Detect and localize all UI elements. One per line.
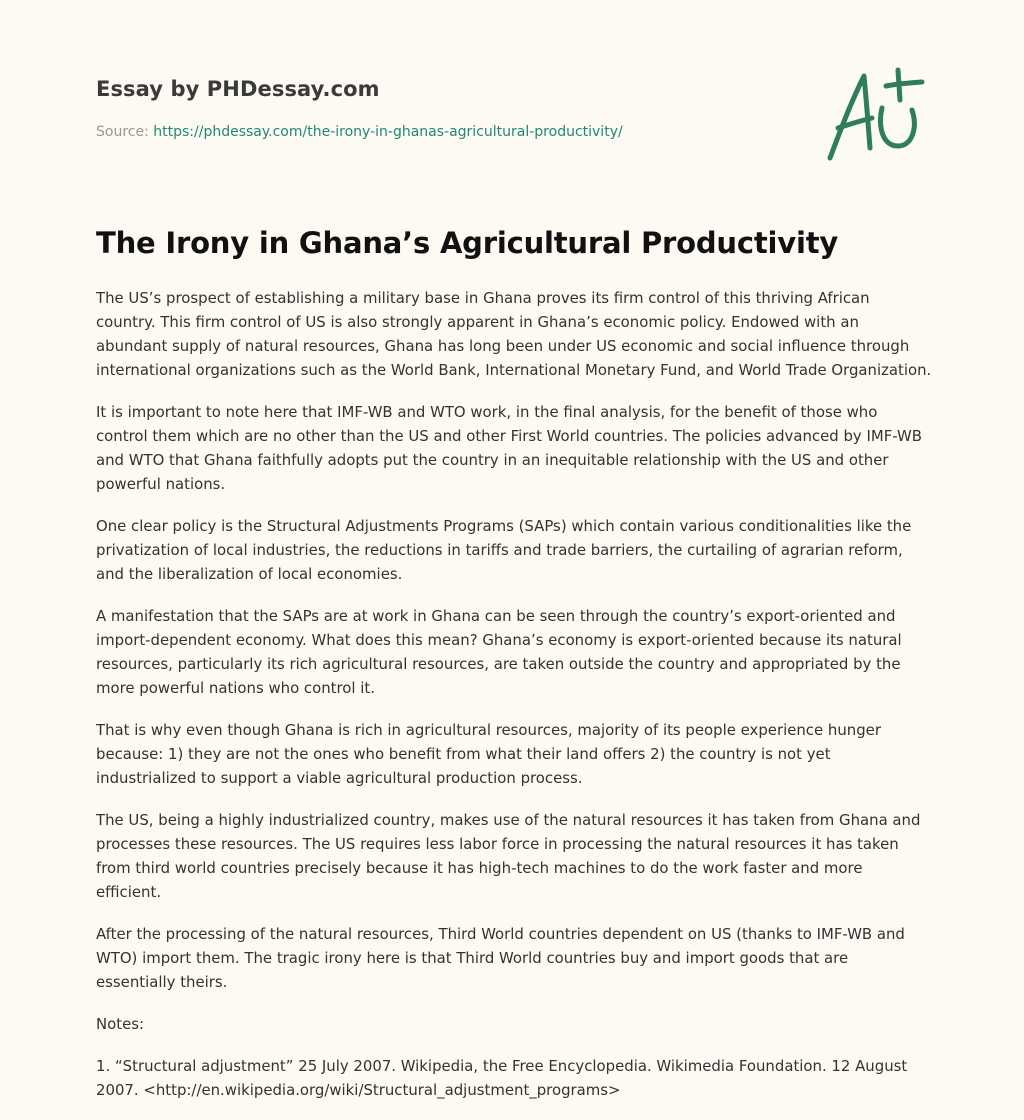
page-header — [96, 0, 936, 200]
paragraph: The US, being a highly industrialized country, makes use of the natural resources it has taken from Ghana and processes these resources. The US requires less labor force in processing the natural resources it has taken from third world countries precisely because it has high-tech machines to do the work faster and more efficient. — [96, 811, 921, 901]
page-title: The Irony in Ghana’s Agricultural Productivity — [96, 226, 839, 260]
paragraph: The US’s prospect of establishing a military base in Ghana proves its firm control of this thriving African country. This firm control of US is also strongly apparent in Ghana’s economic policy. Endowed with an abundant supply of natural resources, Ghana has long been under US economic and social influence through international organizations such as the World Bank, International Monetary Fund, and World Trade Organization. — [96, 289, 932, 379]
paragraph: It is important to note here that IMF-WB and WTO work, in the final analysis, for the benefit of those who control them which are no other than the US and other First World countries. The policies advanced by IMF-WB and WTO that Ghana faithfully adopts put the country in an inequitable relationship with the US and other powerful nations. — [96, 403, 922, 493]
paragraph: One clear policy is the Structural Adjustments Programs (SAPs) which contain various conditionalities like the privatization of local industries, the reductions in tariffs and trade barriers, the curtailing of agrarian reform, and the liberalization of local economies. — [96, 517, 912, 583]
brand-title: Essay by PHDessay.com — [96, 77, 380, 101]
essay-body — [96, 286, 932, 1120]
paragraph: That is why even though Ghana is rich in agricultural resources, majority of its people experience hunger because: 1) they are not the ones who benefit from what their land offers 2) the country is not yet industrialized to support a viable agricultural production process. — [96, 721, 881, 787]
paragraph: A manifestation that the SAPs are at work in Ghana can be seen through the country’s export-oriented and import-dependent economy. What does this mean? Ghana’s economy is export-oriented because its natural resources, particularly its rich agricultural resources, are taken outside the country and appropriated by the more powerful nations who control it. — [96, 607, 902, 697]
source-label: Source: — [96, 124, 149, 140]
notes-heading: Notes: — [96, 1015, 145, 1033]
paragraph: After the processing of the natural resources, Third World countries dependent on US (thanks to IMF-WB and WTO) import them. The tragic irony here is that Third World countries buy and import goods that are essentially theirs. — [96, 925, 905, 991]
note-item: 1. “Structural adjustment” 25 July 2007. Wikipedia, the Free Encyclopedia. Wikimedia Foundation. 12 August 2007. <http://en.wikipedia.org/wiki/Structural_adjustment_programs> — [96, 1057, 908, 1099]
a-plus-grade-icon — [826, 66, 930, 166]
source-line — [96, 124, 623, 140]
source-link[interactable]: https://phdessay.com/the-irony-in-ghanas-agricultural-productivity/ — [153, 124, 623, 140]
